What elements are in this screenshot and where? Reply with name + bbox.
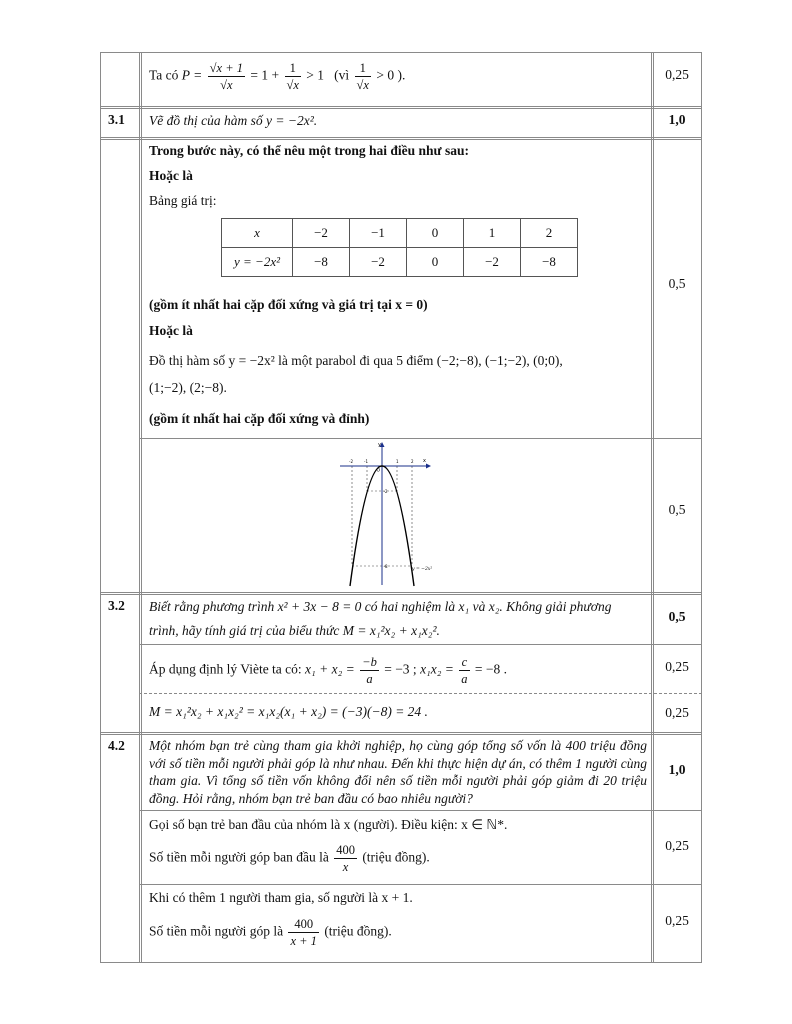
fraction-denominator: √x xyxy=(220,78,233,92)
option-label: Hoặc là xyxy=(149,168,193,183)
step-text: Gọi số bạn trẻ ban đầu của nhóm là x (người). Điều kiện: x ∈ ℕ*. xyxy=(149,817,508,832)
value-table xyxy=(221,218,578,277)
step-text xyxy=(149,916,392,949)
grid-line xyxy=(139,884,702,885)
grid-line xyxy=(701,52,702,962)
question-text: Biết rằng phương trình x² + 3x − 8 = 0 có hai nghiệm là x₁ và x₂. Không giải phương xyxy=(149,599,612,614)
fraction-denominator: x + 1 xyxy=(290,934,317,948)
x-tick-label: -1 xyxy=(364,459,368,464)
grading-note: (gồm ít nhất hai cặp đối xứng và đỉnh) xyxy=(149,411,370,426)
grid-line xyxy=(100,137,702,140)
table-cell: y = −2x² xyxy=(222,248,293,277)
fraction xyxy=(334,842,357,875)
y-tick-label: -2 xyxy=(383,489,388,494)
grid-line xyxy=(100,732,702,735)
curve-label: y = −2x² xyxy=(412,567,433,572)
fraction-numerator: −b xyxy=(362,655,377,669)
table-row xyxy=(222,219,578,248)
grid-line xyxy=(139,52,142,962)
fraction-numerator: 1 xyxy=(355,60,371,77)
fraction xyxy=(459,654,469,687)
score: 0,5 xyxy=(668,609,686,624)
score: 0,25 xyxy=(665,838,689,853)
option-text: (1;−2), (2;−8). xyxy=(149,380,227,395)
math-expr: = −8 . xyxy=(474,661,508,677)
score: 0,25 xyxy=(665,659,689,674)
fraction-denominator: √x xyxy=(356,78,369,92)
step-text: Số tiền mỗi người góp ban đầu là xyxy=(149,849,329,865)
step-intro: Trong bước này, có thể nêu một trong hai điều như sau: xyxy=(149,143,469,158)
intro-text: (vì xyxy=(334,67,350,83)
origin-label: O xyxy=(376,468,381,474)
table-cell: −1 xyxy=(350,219,407,248)
score: 0,25 xyxy=(665,705,689,720)
grid-line xyxy=(100,52,702,53)
table-cell: 2 xyxy=(521,219,578,248)
step-text: Số tiền mỗi người góp là xyxy=(149,923,284,939)
grid-line xyxy=(100,592,702,595)
table-cell: −8 xyxy=(293,248,350,277)
fraction-numerator: 400 xyxy=(288,916,318,933)
table-cell: −2 xyxy=(350,248,407,277)
step-text: (triệu đồng). xyxy=(324,923,392,939)
table-cell: −2 xyxy=(464,248,521,277)
fraction-numerator: c xyxy=(459,654,469,671)
score: 1,0 xyxy=(668,112,686,127)
math-expr: > 1 xyxy=(306,67,325,83)
fraction xyxy=(355,60,371,93)
table-caption: Bảng giá trị: xyxy=(149,193,217,208)
grid-line xyxy=(100,962,702,963)
question-text: trình, hãy tính giá trị của biểu thức M = x₁²x₂ + x₁x₂². xyxy=(149,623,440,638)
step-text: (triệu đồng). xyxy=(362,849,430,865)
math-expr: x₁ + x₂ = xyxy=(305,661,355,677)
step-text: Áp dụng định lý Viète ta có: xyxy=(149,661,302,677)
fraction xyxy=(288,916,318,949)
parabola-graph xyxy=(338,440,438,588)
intro-text: Ta có xyxy=(149,67,179,83)
question-text: Một nhóm bạn trẻ cùng tham gia khởi nghiệp, họ cùng góp tổng số vốn là 400 triệu đồng với số tiền mỗi người phải góp là như nhau. Đến khi thực hiện dự án, có thêm 1 người cùng tham gia. Vì tổng số tiền vốn không đổi nên số tiền mỗi người phải góp giảm đi 20 triệu đồng. Hỏi rằng, nhóm bạn trẻ ban đầu có bao nhiêu người? xyxy=(149,738,647,806)
fraction-denominator: a xyxy=(461,672,468,686)
grading-note: (gồm ít nhất hai cặp đối xứng và giá trị tại x = 0) xyxy=(149,297,428,312)
grid-line xyxy=(100,106,702,109)
grid-line xyxy=(139,438,702,439)
score: 1,0 xyxy=(668,762,686,777)
x-tick-label: -2 xyxy=(349,459,353,464)
x-tick-label: 2 xyxy=(411,459,414,464)
step-text: Khi có thêm 1 người tham gia, số người là x + 1. xyxy=(149,890,413,905)
fraction-numerator: √x + 1 xyxy=(209,61,244,75)
score: 0,5 xyxy=(668,502,686,517)
question-number: 4.2 xyxy=(108,738,125,753)
grid-line xyxy=(139,810,702,811)
table-cell: −2 xyxy=(293,219,350,248)
viete-step xyxy=(149,654,507,687)
math-expr: = 1 + xyxy=(250,67,280,83)
grid-line xyxy=(100,52,101,962)
fraction-denominator: x xyxy=(342,860,349,874)
option-text: Đồ thị hàm số y = −2x² là một parabol đi qua 5 điểm (−2;−8), (−1;−2), (0;0), xyxy=(149,353,563,368)
fraction-denominator: √x xyxy=(286,78,299,92)
fraction xyxy=(285,60,301,93)
score: 0,25 xyxy=(665,913,689,928)
score: 0,25 xyxy=(665,67,689,82)
fraction-denominator: a xyxy=(366,672,373,686)
x-axis-arrow xyxy=(426,464,431,469)
question-number: 3.2 xyxy=(108,598,125,613)
math-expr: P = xyxy=(181,67,203,83)
intro-row xyxy=(149,60,405,93)
table-cell: −8 xyxy=(521,248,578,277)
grid-line xyxy=(139,644,702,645)
table-cell: 0 xyxy=(407,219,464,248)
math-expr: x₁x₂ = xyxy=(420,661,454,677)
math-expr: > 0 ). xyxy=(376,67,406,83)
step-text xyxy=(149,842,430,875)
fraction xyxy=(208,60,245,93)
question-number: 3.1 xyxy=(108,112,125,127)
y-axis-label: y xyxy=(378,442,381,448)
table-row xyxy=(222,248,578,277)
table-cell: 0 xyxy=(407,248,464,277)
table-cell: 1 xyxy=(464,219,521,248)
fraction-numerator: 1 xyxy=(285,60,301,77)
math-expr: = −3 ; xyxy=(384,661,417,677)
table-cell: x xyxy=(222,219,293,248)
option-label: Hoặc là xyxy=(149,323,193,338)
x-tick-label: 1 xyxy=(396,459,399,464)
fraction-numerator: 400 xyxy=(336,843,355,857)
step-text: M = x₁²x₂ + x₁x₂² = x₁x₂(x₁ + x₂) = (−3)(−8) = 24 . xyxy=(149,704,428,719)
grid-line xyxy=(139,693,702,694)
question-text: Vẽ đồ thị của hàm số y = −2x². xyxy=(149,113,318,128)
x-axis-label: x xyxy=(423,458,426,464)
y-tick-label: -8 xyxy=(383,564,388,569)
fraction xyxy=(360,654,379,687)
score: 0,5 xyxy=(668,276,686,291)
